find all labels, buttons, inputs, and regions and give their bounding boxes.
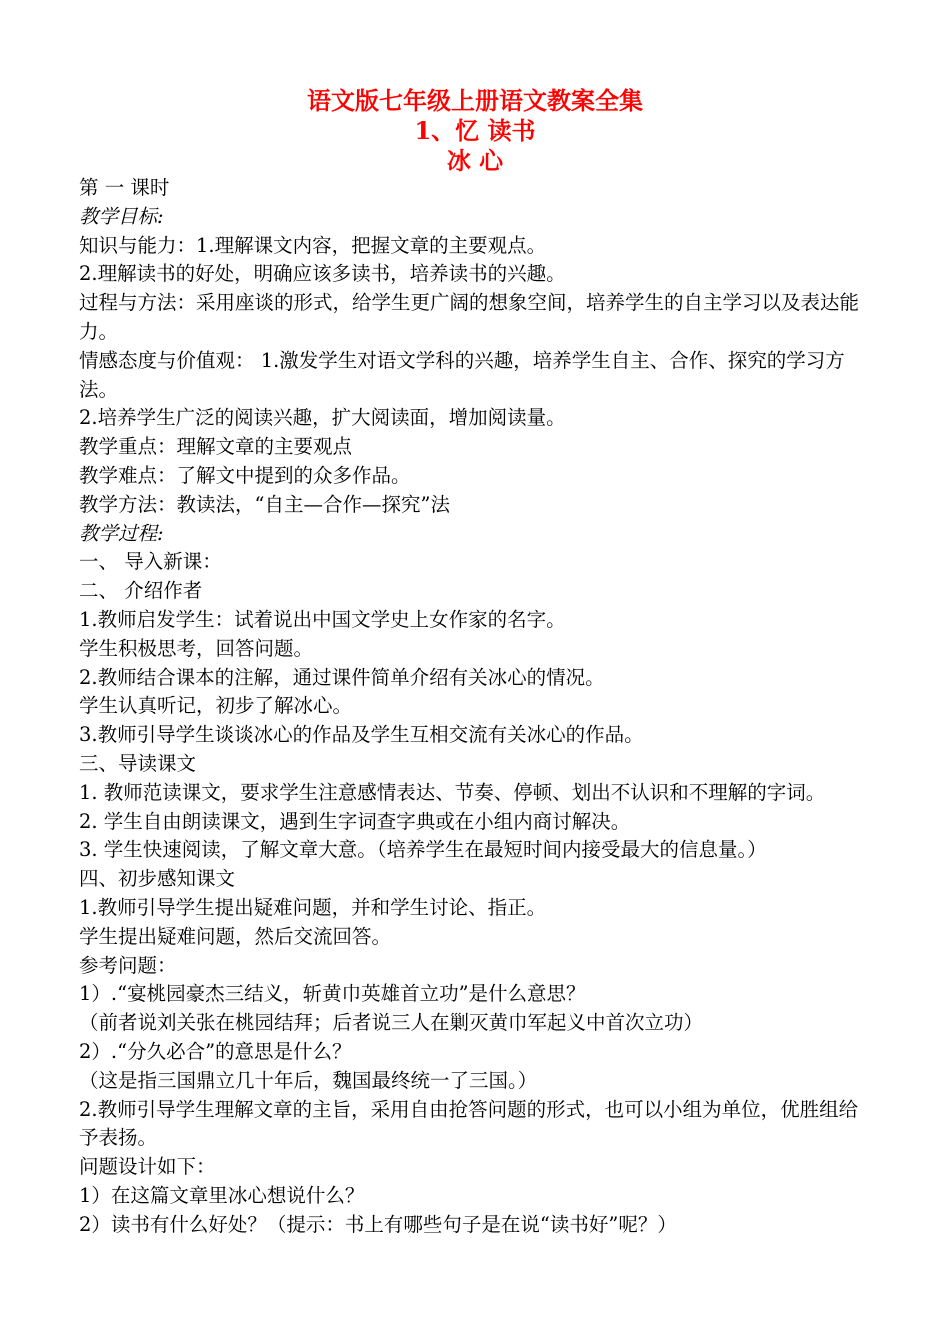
text-line: 一、 导入新课： <box>79 550 222 574</box>
text-line: （这是指三国鼎立几十年后，魏国最终统一了三国。） <box>79 1068 538 1092</box>
text-line: 教学方法：教读法，“自主—合作—探究”法 <box>79 492 450 516</box>
text-line: 四、初步感知课文 <box>79 867 236 891</box>
text-line: 情感态度与价值观： 1.激发学生对语文学科的兴趣，培养学生自主、合作、探究的学习方法。 <box>79 348 845 401</box>
lesson-plan-body <box>79 174 874 1239</box>
title-block <box>0 86 950 176</box>
text-line: 2.理解读书的好处，明确应该多读书，培养读书的兴趣。 <box>79 262 566 286</box>
text-line: 第 一 课时 <box>79 176 170 199</box>
text-line: 1. 教师范读课文，要求学生注意感情表达、节奏、停顿、划出不认识和不理解的字词。 <box>79 780 826 804</box>
document-title: 语文版七年级上册语文教案全集 <box>307 86 643 115</box>
text-line: 2.培养学生广泛的阅读兴趣，扩大阅读面，增加阅读量。 <box>79 406 566 430</box>
text-line: 教学重点：理解文章的主要观点 <box>79 435 353 459</box>
text-line: 二、 介绍作者 <box>79 579 203 603</box>
text-line: 3.教师引导学生谈谈冰心的作品及学生互相交流有关冰心的作品。 <box>79 723 644 747</box>
text-line: 教学目标: <box>79 204 164 228</box>
text-line: 学生积极思考，回答问题。 <box>79 636 314 660</box>
text-line: 3. 学生快速阅读，了解文章大意。（培养学生在最短时间内接受最大的信息量。） <box>79 838 767 862</box>
text-line: （前者说刘关张在桃园结拜；后者说三人在剿灭黄巾军起义中首次立功） <box>79 1011 704 1035</box>
text-line: 2. 学生自由朗读课文，遇到生字词查字典或在小组内商讨解决。 <box>79 809 631 833</box>
text-line: 学生提出疑难问题，然后交流回答。 <box>79 924 392 948</box>
text-line: 教学过程: <box>79 521 164 545</box>
text-line: 1）在这篇文章里冰心想说什么？ <box>79 1183 365 1207</box>
text-line: 2）读书有什么好处？（提示：书上有哪些句子是在说“读书好”呢？） <box>79 1212 677 1236</box>
text-line: 参考问题： <box>79 953 177 977</box>
text-line: 2）.“分久必合”的意思是什么？ <box>79 1039 352 1063</box>
text-line: 知识与能力：1.理解课文内容，把握文章的主要观点。 <box>79 233 547 257</box>
text-line: 1）.“宴桃园豪杰三结义，斩黄巾英雄首立功”是什么意思？ <box>79 982 586 1006</box>
text-line: 教学难点：了解文中提到的众多作品。 <box>79 463 411 487</box>
text-line: 1.教师启发学生：试着说出中国文学史上女作家的名字。 <box>79 607 566 631</box>
text-line: 学生认真听记，初步了解冰心。 <box>79 694 353 718</box>
text-line: 1.教师引导学生提出疑难问题，并和学生讨论、指正。 <box>79 895 547 919</box>
text-line: 三、导读课文 <box>79 751 197 775</box>
text-line: 过程与方法：采用座谈的形式，给学生更广阔的想象空间，培养学生的自主学习以及表达能力。 <box>79 291 860 343</box>
text-line: 2.教师结合课本的注解，通过课件简单介绍有关冰心的情况。 <box>79 665 605 689</box>
text-line: 问题设计如下： <box>79 1155 216 1179</box>
text-line: 2.教师引导学生理解文章的主旨，采用自由抢答问题的形式，也可以小组为单位，优胜组给予表扬。 <box>79 1097 859 1150</box>
author-name: 冰 心 <box>446 146 504 175</box>
lesson-title: 1、忆 读书 <box>414 116 536 145</box>
